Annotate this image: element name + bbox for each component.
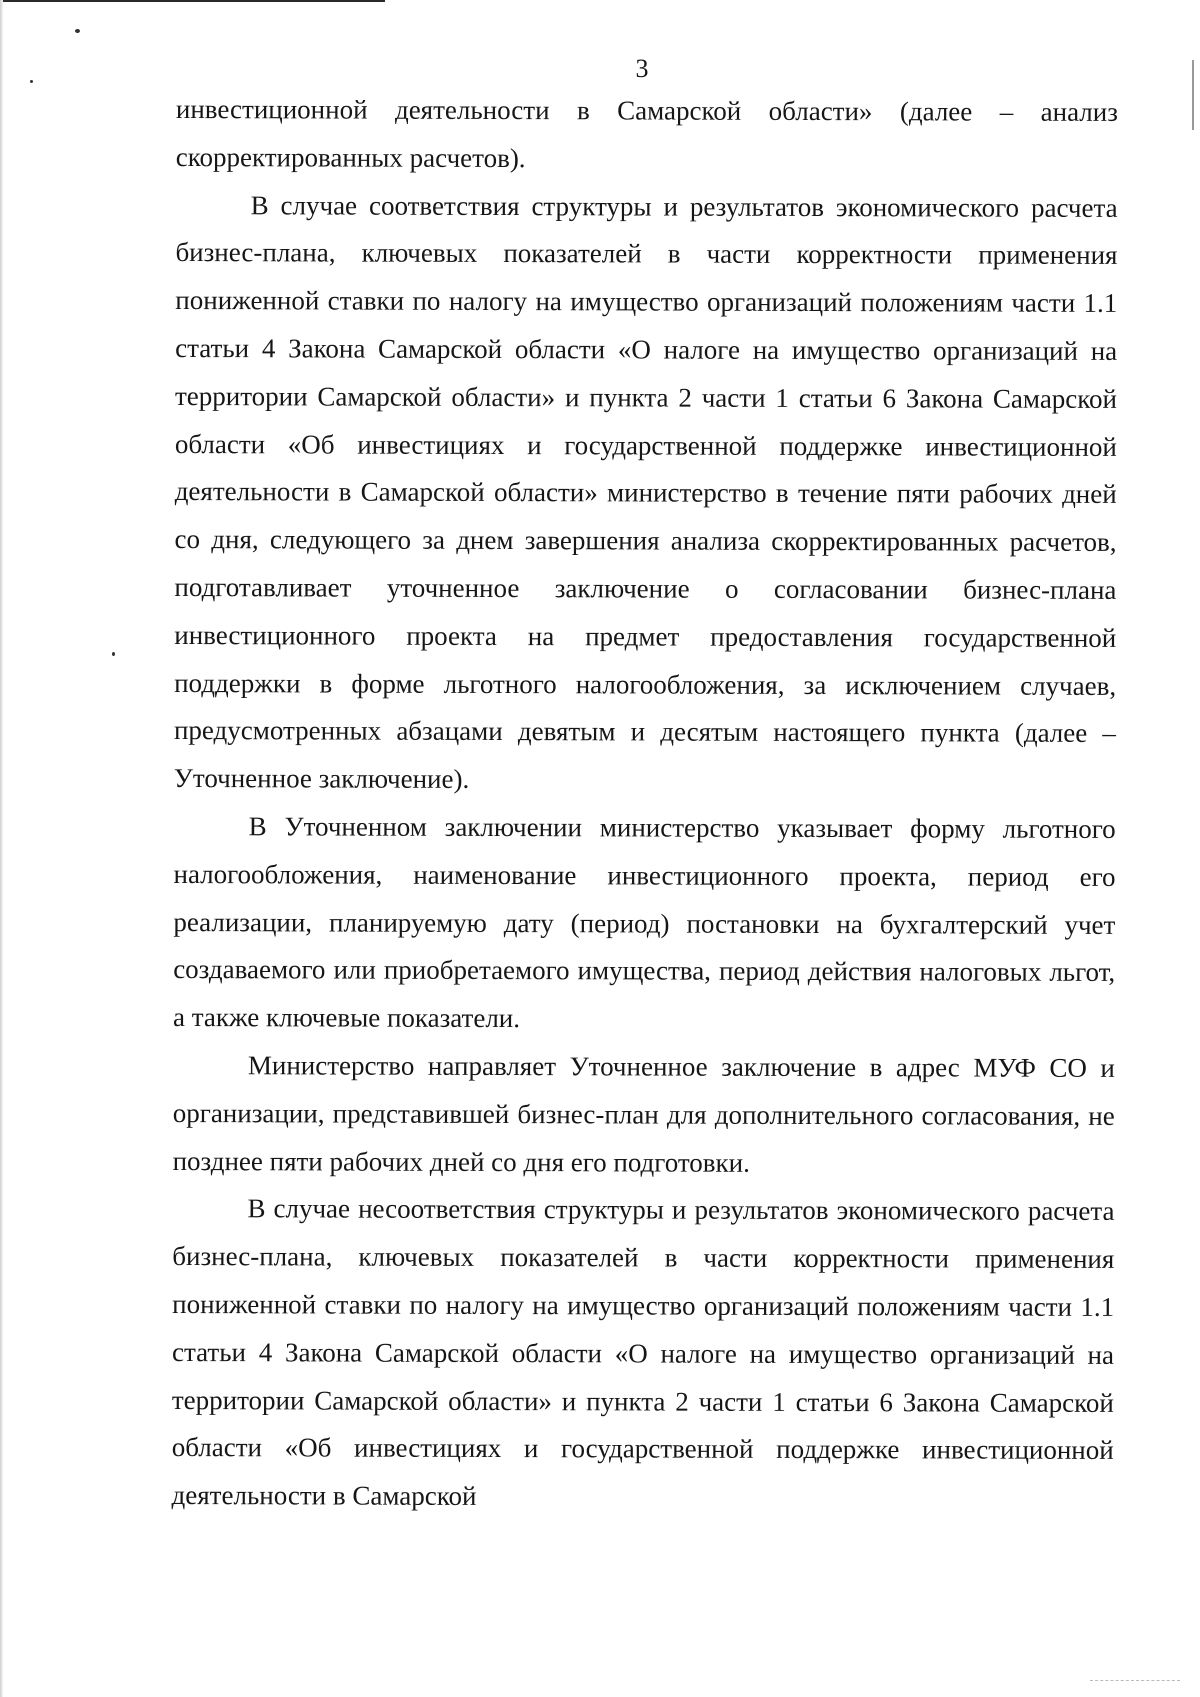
body-text — [171, 86, 1118, 1523]
paragraph-3: В Уточненном заключении министерство указывает форму льготного налогообложения, наименование инвестиционного проекта, период его реализации, планируемую дату (период) постановки на бухгалтерский учет создаваемого или приобретаемого имущества, период действия налоговых льгот, а также ключевые показатели. — [173, 811, 1116, 1034]
scan-speck — [112, 652, 115, 656]
page-number: 3 — [635, 54, 649, 83]
paragraph-2: В случае соответствия структуры и результатов экономического расчета бизнес-плана, ключевых показателей в части корректности применения пониженной ставки по налогу на имущество организаций положениям части 1.1 статьи 4 Закона Самарской области «О налоге на имущество организаций на территории Самарской области» и пункта 2 части 1 статьи 6 Закона Самарской области «Об инвестициях и государственной поддержке инвестиционной деятельности в Самарской области» министерство в течение пяти рабочих дней со дня, следующего за днем завершения анализа скорректированных расчетов, подготавливает уточненное заключение о согласовании бизнес-плана инвестиционного проекта на предмет предоставления государственной поддержки в форме льготного налогообложения, за исключением случаев, предусмотренных абзацами девятым и десятым настоящего пункта (далее – Уточненное заключение). — [173, 189, 1118, 795]
paragraph-4: Министерство направляет Уточненное заключение в адрес МУФ СО и организации, представившей бизнес-план для дополнительного согласования, не позднее пяти рабочих дней со дня его подготовки. — [172, 1050, 1115, 1178]
scan-speck — [75, 29, 80, 33]
scan-left-edge — [0, 0, 3, 1697]
scan-border-line — [0, 0, 385, 2]
paragraph-1: инвестиционной деятельности в Самарской области» (далее – анализ скорректированных расчетов). — [175, 93, 1118, 173]
scan-footer-marks — [1090, 1680, 1180, 1687]
paragraph-5: В случае несоответствия структуры и результатов экономического расчета бизнес-плана, ключевых показателей в части корректности применения пониженной ставки по налогу на имущество организаций положениям части 1.1 статьи 4 Закона Самарской области «О налоге на имущество организаций на территории Самарской области» и пункта 2 части 1 статьи 6 Закона Самарской области «Об инвестициях и государственной поддержке инвестиционной деятельности в Самарской — [171, 1193, 1115, 1512]
